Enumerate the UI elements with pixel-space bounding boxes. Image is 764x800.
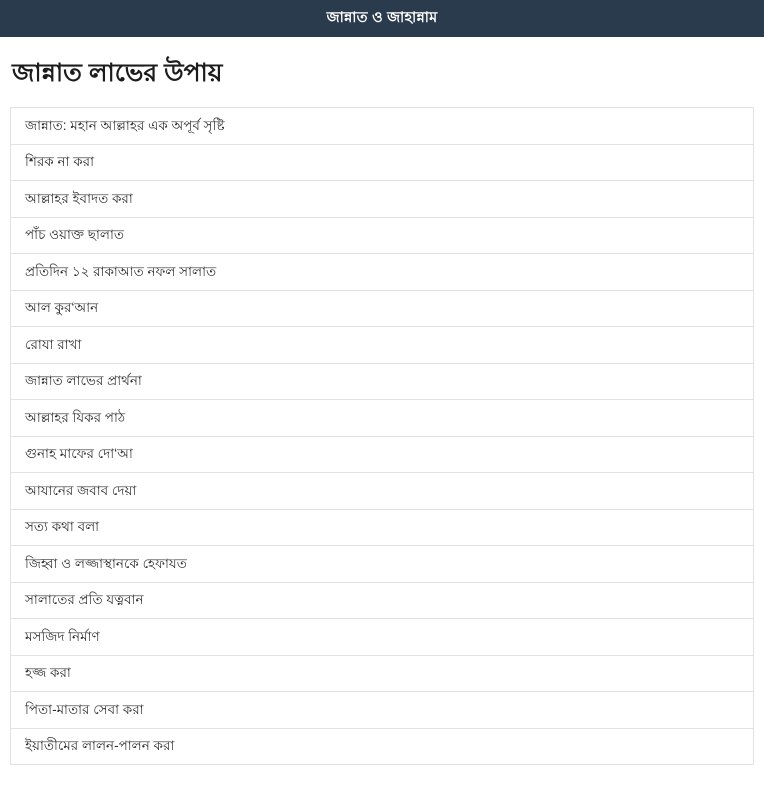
list-item-label: আল্লাহর যিকর পাঠ bbox=[25, 409, 126, 425]
list-item[interactable] bbox=[11, 400, 753, 437]
list-item[interactable] bbox=[11, 327, 753, 364]
list-item-label: জান্নাত লাভের প্রার্থনা bbox=[25, 373, 142, 388]
list-item[interactable] bbox=[11, 145, 753, 182]
app-bar bbox=[0, 0, 764, 37]
list-item[interactable] bbox=[11, 218, 753, 255]
list-item[interactable] bbox=[11, 473, 753, 510]
list-item[interactable] bbox=[11, 583, 753, 620]
list-item[interactable] bbox=[11, 364, 753, 401]
list-item-label: আযানের জবাব দেয়া bbox=[25, 482, 137, 498]
list-item[interactable] bbox=[11, 619, 753, 656]
main-content bbox=[0, 37, 764, 800]
list-item-label: গুনাহ মাফের দো‘আ bbox=[25, 446, 133, 461]
list-item-label: সত্য কথা বলা bbox=[25, 519, 100, 534]
list-item-label: ইয়াতীমের লালন-পালন করা bbox=[25, 738, 175, 753]
list-item-label: রোযা রাখা bbox=[25, 336, 82, 352]
list-item-label: জিহ্বা ও লজ্জাস্থানকে হেফাযত bbox=[25, 555, 187, 571]
list-item-label: পাঁচ ওয়াক্ত ছালাত bbox=[25, 227, 124, 242]
list-item[interactable] bbox=[11, 510, 753, 547]
list-item[interactable] bbox=[11, 108, 753, 145]
list-item[interactable] bbox=[11, 656, 753, 693]
list-item[interactable] bbox=[11, 692, 753, 729]
list-item[interactable] bbox=[11, 437, 753, 474]
list-item-label: শিরক না করা bbox=[25, 154, 94, 169]
list-item-label: পিতা-মাতার সেবা করা bbox=[25, 701, 144, 717]
list-item[interactable] bbox=[11, 254, 753, 291]
list-item-label: মসজিদ নির্মাণ bbox=[25, 628, 100, 644]
list-item[interactable] bbox=[11, 546, 753, 583]
list-item[interactable] bbox=[11, 181, 753, 218]
app-bar-title: জান্নাত ও জাহান্নাম bbox=[326, 9, 438, 26]
topic-list bbox=[10, 107, 754, 765]
list-item-label: আল্লাহর ইবাদত করা bbox=[25, 190, 133, 206]
page-title: জান্নাত লাভের উপায় bbox=[12, 59, 223, 87]
list-item-label: জান্নাত: মহান আল্লাহর এক অপূর্ব সৃষ্টি bbox=[25, 117, 225, 133]
list-item-label: সালাতের প্রতি যত্নবান bbox=[25, 592, 144, 607]
list-item[interactable] bbox=[11, 291, 753, 328]
list-item-label: আল কুর‘আন bbox=[25, 300, 99, 315]
list-item[interactable] bbox=[11, 729, 753, 766]
list-item-label: প্রতিদিন ১২ রাকাআত নফল সালাত bbox=[25, 263, 217, 279]
list-item-label: হজ্জ করা bbox=[25, 665, 71, 680]
